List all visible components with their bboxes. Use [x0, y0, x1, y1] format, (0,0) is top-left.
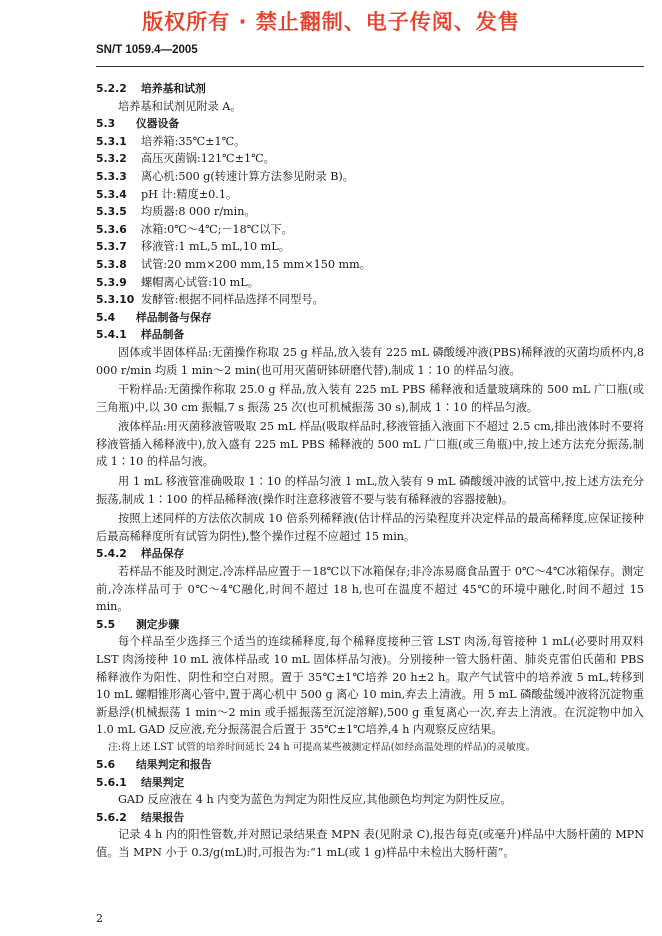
list-item: 5.3.8 试管:20 mm×200 mm,15 mm×150 mm。 [96, 257, 371, 271]
header-rule [96, 66, 644, 67]
section-5-6-heading: 5.6 结果判定和报告 [96, 757, 212, 771]
section-5-4-1-heading: 5.4.1 样品制备 [96, 328, 185, 342]
list-item: 5.3.4 pH 计:精度±0.1。 [96, 187, 238, 201]
section-5-6-1-heading: 5.6.1 结果判定 [96, 775, 185, 789]
list-item: 5.3.3 离心机:500 g(转速计算方法参见附录 B)。 [96, 169, 354, 183]
paragraph-result-report: 记录 4 h 内的阳性管数,并对照记录结果查 MPN 表(见附录 C),报告每克(或毫升)样品中大肠杆菌的 MPN 值。当 MPN 小于 0.3/g(mL)时,可报告为:“1 mL(或 1 g)样品中未检出大肠杆菌”。 [96, 828, 644, 859]
section-5-3-heading: 5.3 仪器设备 [96, 117, 180, 131]
paragraph-sample-storage: 若样品不能及时测定,冷冻样品应置于－18℃以下冰箱保存;非冷冻易腐食品置于 0℃～4℃冰箱保存。测定前,冷冻样品可于 0℃～4℃融化,时间不超过 18 h,也可在温度不超过 45℃的环境中融化,时间不超过 15 min。 [96, 565, 644, 614]
list-item: 5.3.5 均质器:8 000 r/min。 [96, 205, 256, 219]
section-5-6-2-heading: 5.6.2 结果报告 [96, 810, 185, 824]
equipment-list [96, 133, 644, 309]
section-5-5-heading: 5.5 测定步骤 [96, 617, 180, 631]
document-body [96, 80, 644, 862]
paragraph-test-procedure: 每个样品至少选择三个适当的连续稀释度,每个稀释度接种三管 LST 肉汤,每管接种 1 mL(必要时用双料 LST 肉汤接种 10 mL 液体样品或 10 mL 固体样品匀液)。分别接种一管大肠杆菌、肺炎克雷伯氏菌和 PBS 稀释液作为阳性、阴性和空白对照。置于 35℃±1℃培养 20 h±2 h。取产气试管中的培养液 5 mL,转移到 10 mL 螺帽锥形离心管中,置于离心机中 500 g 离心 10 min,弃去上清液。用 5 mL 磷酸盐缓冲液将沉淀物重新悬浮(机械振荡 1 min～2 min 或手摇振荡至沉淀溶解),500 g 重复离心一次,弃去上清液。在沉淀物中加入 1.0 mL GAD 反应液,充分振荡混合后置于 35℃±1℃培养,4 h 内观察反应结果。 [96, 635, 644, 737]
paragraph-liquid-sample: 液体样品:用灭菌移液管吸取 25 mL 样品(吸取样品时,移液管插入液面下不超过 2.5 cm,排出液体时不要将移液管插入稀释液中),放入盛有 225 mL PBS 稀释液的 500 mL 广口瓶(或三角瓶)中,按上述方法充分振荡,制成 1∶10 的样品匀液。 [96, 420, 644, 469]
list-item: 5.3.9 螺帽离心试管:10 mL。 [96, 275, 259, 289]
list-item: 5.3.6 冰箱:0℃～4℃;－18℃以下。 [96, 222, 293, 236]
list-item: 5.3.2 高压灭菌锅:121℃±1℃。 [96, 152, 275, 166]
procedure-note: 注:将上述 LST 试管的培养时间延长 24 h 可提高某些被测定样品(如经高温处理的样品)的灵敏度。 [108, 741, 536, 753]
list-item: 5.3.7 移液管:1 mL,5 mL,10 mL。 [96, 240, 290, 254]
standard-code: SN/T 1059.4—2005 [96, 44, 198, 56]
section-5-2-2-body: 培养基和试剂见附录 A。 [118, 99, 242, 113]
copyright-banner: 版权所有 · 禁止翻制、电子传阅、发售 [142, 10, 520, 34]
section-5-4-2-heading: 5.4.2 样品保存 [96, 547, 185, 561]
list-item: 5.3.1 培养箱:35℃±1℃。 [96, 134, 246, 148]
paragraph-serial-dilution: 按照上述同样的方法依次制成 10 倍系列稀释液(估计样品的污染程度并决定样品的最高稀释度,应保证接种后最高稀释度所有试管为阴性),整个操作过程不应超过 15 min。 [96, 512, 644, 543]
page-number: 2 [96, 912, 103, 925]
section-5-2-2-heading: 5.2.2 培养基和试剂 [96, 82, 206, 95]
list-item: 5.3.10 发酵管:根据不同样品选择不同型号。 [96, 293, 324, 307]
section-5-4-heading: 5.4 样品制备与保存 [96, 310, 212, 324]
paragraph-solid-sample: 固体或半固体样品:无菌操作称取 25 g 样品,放入装有 225 mL 磷酸缓冲液(PBS)稀释液的灭菌均质杯内,8 000 r/min 均质 1 min～2 min(也可用灭菌研钵研磨代替),制成 1∶10 的样品匀液。 [96, 345, 644, 377]
paragraph-result-judgement: GAD 反应液在 4 h 内变为蓝色为判定为阳性反应,其他颜色均判定为阴性反应。 [118, 793, 512, 807]
paragraph-dilution: 用 1 mL 移液管准确吸取 1∶10 的样品匀液 1 mL,放入装有 9 mL 磷酸缓冲液的试管中,按上述方法充分振荡,制成 1∶100 的样品稀释液(操作时注意移液管不要与装有稀释液的容器接触)。 [96, 475, 644, 506]
paragraph-dry-powder-sample: 干粉样品:无菌操作称取 25.0 g 样品,放入装有 225 mL PBS 稀释液和适量玻璃珠的 500 mL 广口瓶(或三角瓶)中,以 30 cm 振幅,7 s 振荡 25 次(也可机械振荡 30 s),制成 1∶10 的样品匀液。 [96, 383, 644, 414]
